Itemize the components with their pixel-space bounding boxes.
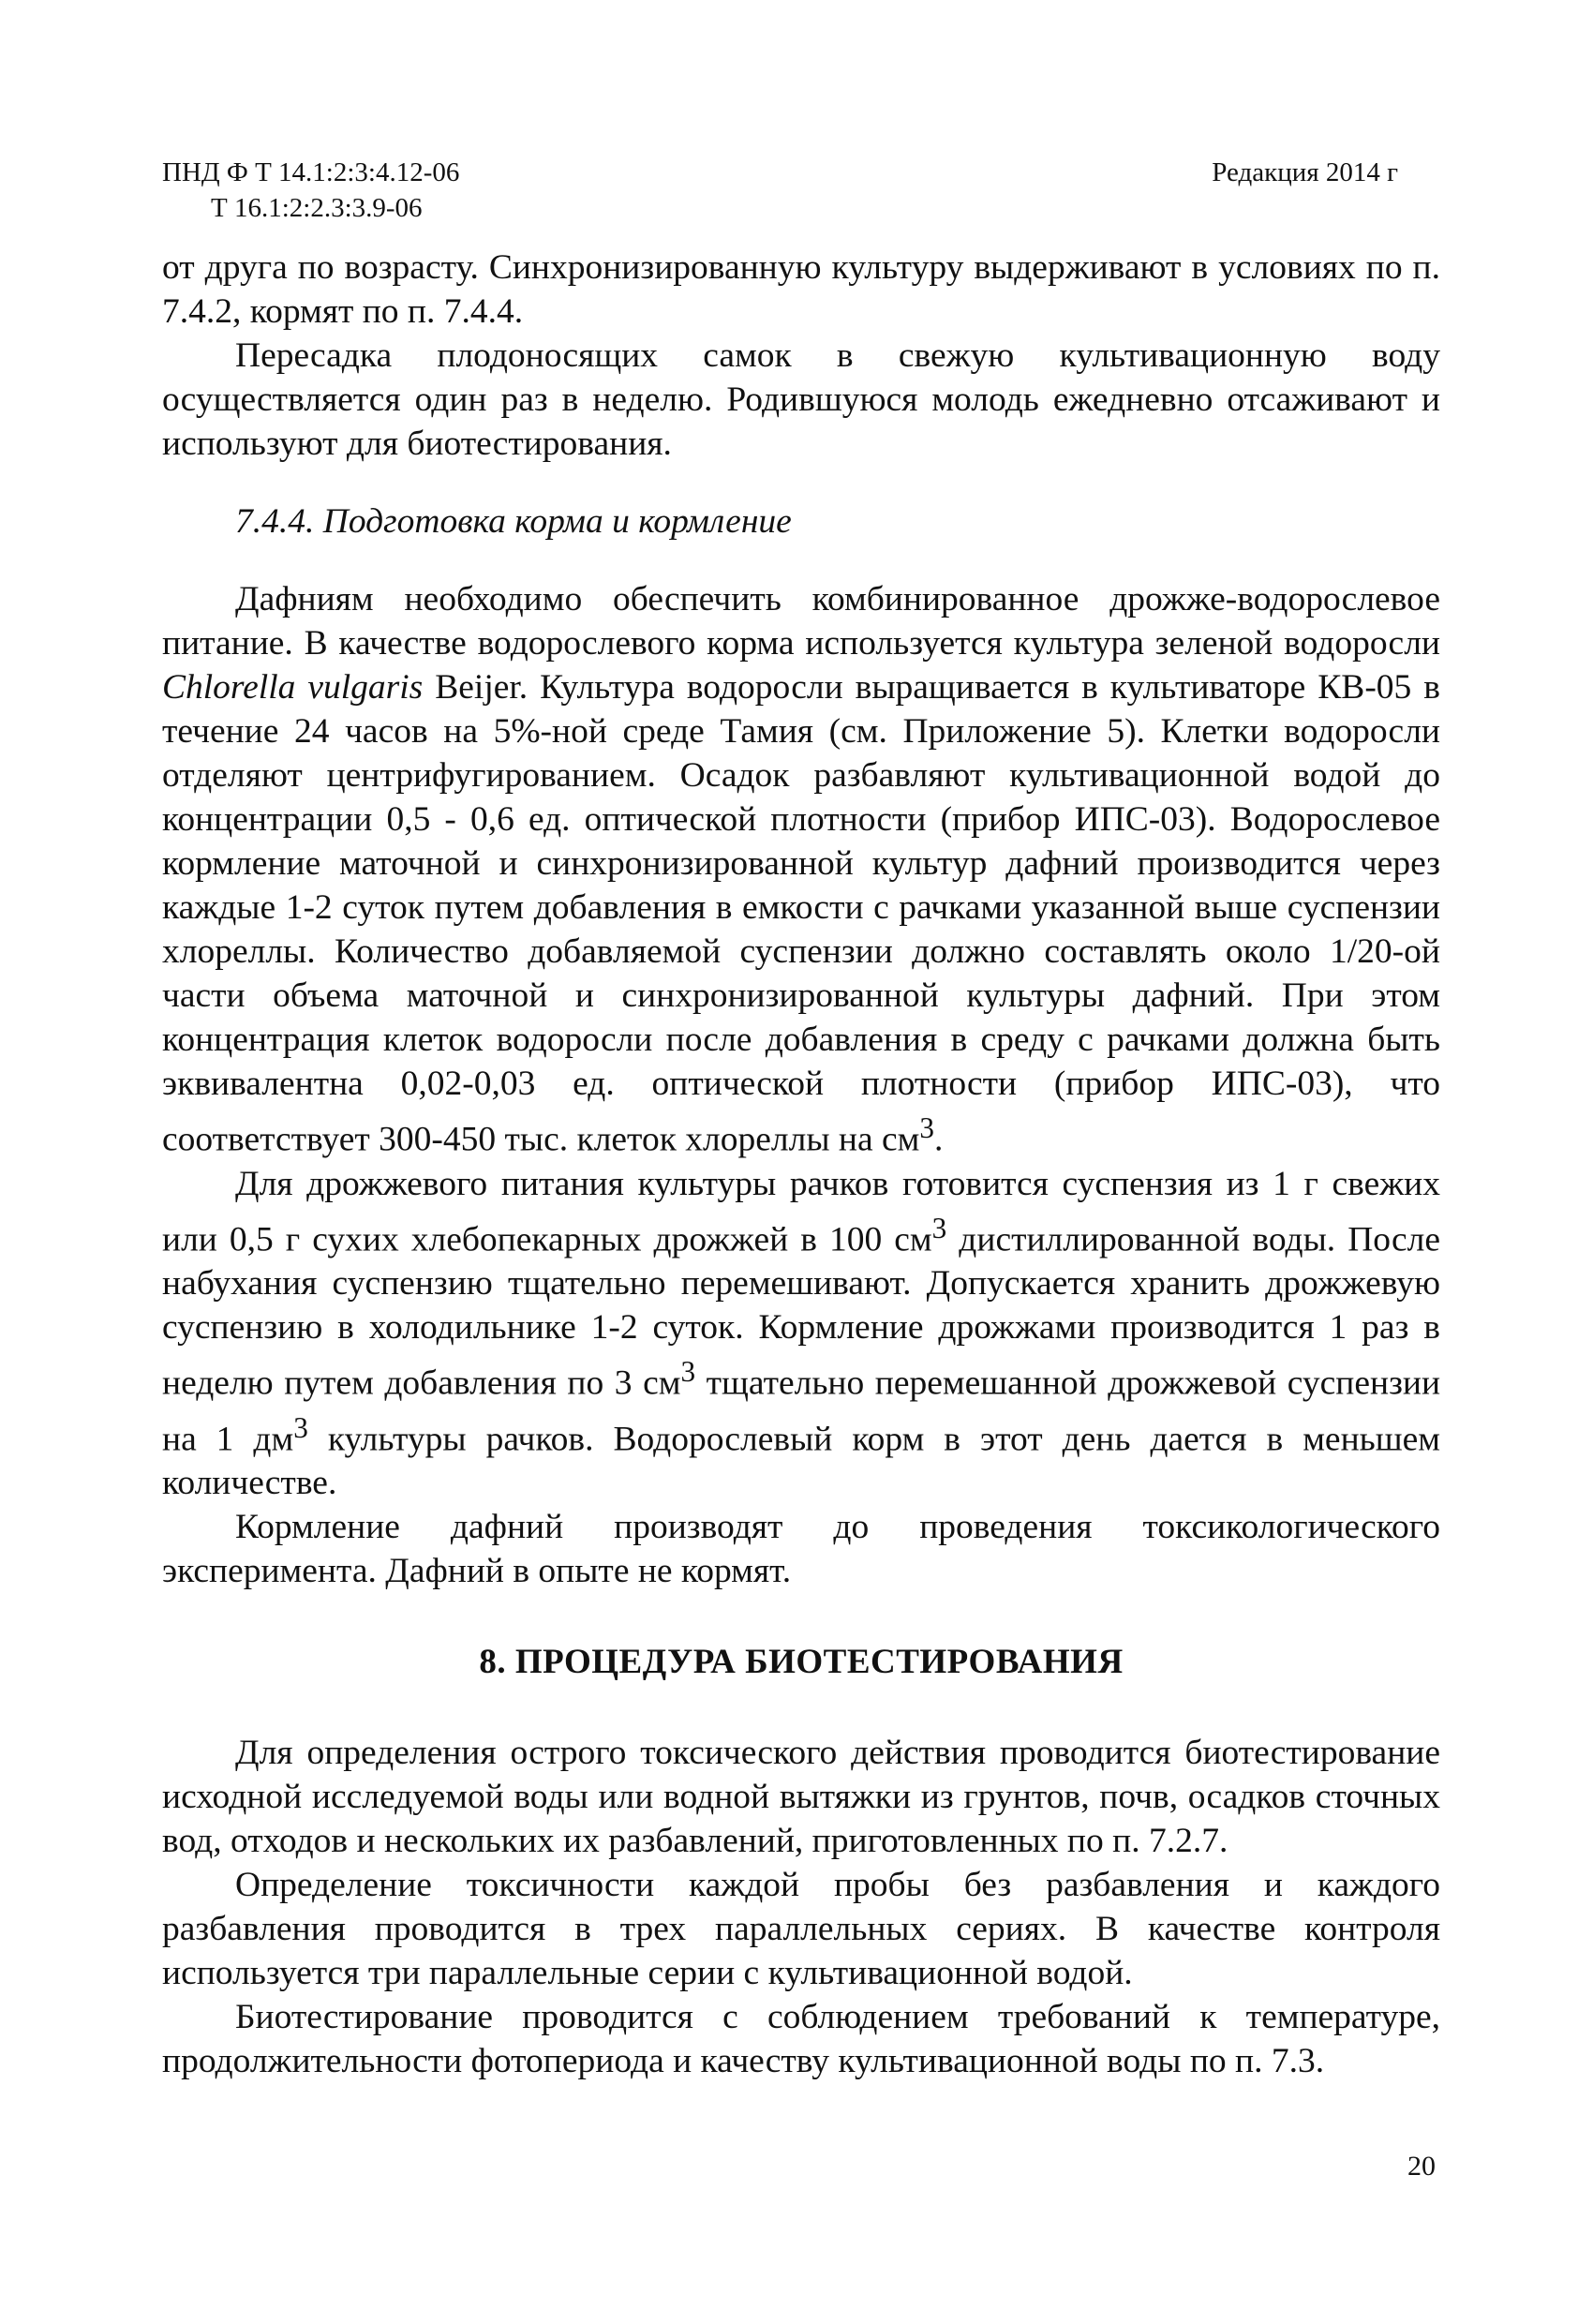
text-run: Для дрожжевого питания культуры рачков готовится суспензия из 1 г свежих или 0,5 г сухих хлебопекарных дрожжей в 100 см xyxy=(162,1164,1440,1259)
species-name: Chlorella vulgaris xyxy=(162,668,424,707)
document-code-line-1: ПНД Ф Т 14.1:2:3:4.12-06 xyxy=(162,157,460,187)
page-number: 20 xyxy=(1407,2151,1436,2182)
section-title: 8. ПРОЦЕДУРА БИОТЕСТИРОВАНИЯ xyxy=(479,1643,1124,1681)
document-body xyxy=(162,246,1440,2083)
superscript: 3 xyxy=(680,1355,696,1388)
subsection-heading: 7.4.4. Подготовка корма и кормление xyxy=(235,502,792,541)
text-run: Дафниям необходимо обеспечить комбинированное дрожже-водорослевое питание. В качестве водорослевого корма используется культура зеленой водоросли xyxy=(162,580,1440,663)
superscript: 3 xyxy=(931,1211,947,1244)
superscript: 3 xyxy=(919,1111,934,1144)
text-run: дистиллированной воды. После набухания суспензию тщательно перемешивают. Допускается хранить дрожжевую суспензию в холодильнике 1-2 суток. Кормление дрожжами производится 1 раз в неделю путем добавления по 3 см xyxy=(162,1220,1440,1403)
paragraph-algae-feeding xyxy=(162,577,1440,1162)
edition-label: Редакция 2014 г xyxy=(1212,157,1398,187)
text-run: культуры рачков. Водорослевый корм в этот день дается в меньшем количестве. xyxy=(162,1420,1440,1502)
text-run: тщательно перемешанной дрожжевой суспензии на 1 дм xyxy=(162,1363,1441,1458)
paragraph-transplant: Пересадка плодоносящих самок в свежую культивационную воду осуществляется один раз в неделю. Родившуюся молодь ежедневно отсаживают и используют для биотестирования. xyxy=(162,336,1440,463)
text-run: . xyxy=(933,1120,944,1159)
paragraph-acute-toxicity: Для определения острого токсического действия проводится биотестирование исходной исследуемой воды или водной вытяжки из грунтов, почв, осадков сточных вод, отходов и нескольких их разбавлений, приготовленных по п. 7.2.7. xyxy=(162,1734,1440,1860)
paragraph-continuation: от друга по возрасту. Синхронизированную культуру выдерживают в условиях по п. 7.4.2, кормят по п. 7.4.4. xyxy=(162,248,1440,331)
document-code-line-2: Т 16.1:2:2.3:3.9-06 xyxy=(211,193,423,223)
document-code xyxy=(162,155,459,226)
paragraph-parallel-series: Определение токсичности каждой пробы без разбавления и каждого разбавления проводится в трех параллельных сериях. В качестве контроля используется три параллельные серии с культивационной водой. xyxy=(162,1866,1440,1992)
superscript: 3 xyxy=(293,1410,308,1444)
text-run: Beijer. Культура водоросли выращивается в культиваторе КВ-05 в течение 24 часов на 5%-ной среде Тамия (см. Приложение 5). Клетки водоросли отделяют центрифугированием. Осадок разбавляют культивационной водой до концентрации 0,5 - 0,6 ед. оптической плотности (прибор ИПС-03). Водорослевое кормление маточной и синхронизированной культур дафний производится через каждые 1-2 суток путем добавления в емкости с рачками указанной выше суспензии хлореллы. Количество добавляемой суспензии должно составлять около 1/20-ой части объема маточной и синхронизированной культуры дафний. При этом концентрация клеток водоросли после добавления в среду с рачками должна быть эквивалентна 0,02-0,03 ед. оптической плотности (прибор ИПС-03), что соответствует 300-450 тыс. клеток хлореллы на см xyxy=(162,668,1440,1159)
paragraph-yeast-feeding xyxy=(162,1162,1440,1506)
paragraph-feeding-note: Кормление дафний производят до проведения токсикологического эксперимента. Дафний в опыте не кормят. xyxy=(162,1508,1440,1590)
paragraph-requirements: Биотестирование проводится с соблюдением требований к температуре, продолжительности фотопериода и качеству культивационной воды по п. 7.3. xyxy=(162,1998,1440,2080)
